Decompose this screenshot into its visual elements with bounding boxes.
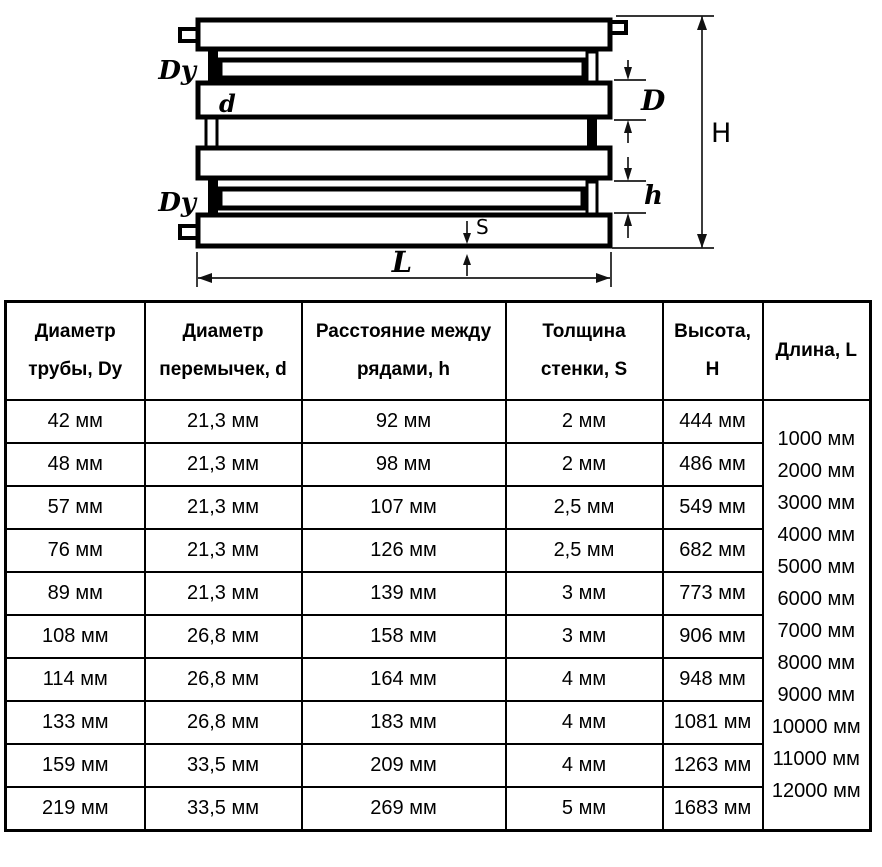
column-header-height: Высота, H [663, 302, 763, 401]
table-cell: 209 мм [302, 744, 506, 787]
table-cell: 1263 мм [663, 744, 763, 787]
table-cell: 126 мм [302, 529, 506, 572]
table-cell: 26,8 мм [145, 701, 302, 744]
table-cell: 21,3 мм [145, 443, 302, 486]
label-d: d [219, 89, 236, 118]
pipe-row-6 [198, 215, 610, 246]
label-H: H [711, 118, 732, 149]
column-header-jumper-diameter: Диаметр перемычек, d [145, 302, 302, 401]
length-value: 7000 мм [777, 620, 856, 642]
table-row [6, 443, 871, 486]
jumper-left-bottom [208, 177, 218, 217]
label-D: D [641, 84, 666, 117]
table-cell: 2 мм [506, 443, 663, 486]
column-header-length: Длина, L [763, 302, 871, 401]
table-row [6, 486, 871, 529]
table-cell: 2 мм [506, 400, 663, 443]
table-cell: 89 мм [6, 572, 145, 615]
table-cell: 108 мм [6, 615, 145, 658]
table-cell: 159 мм [6, 744, 145, 787]
table-cell: 4 мм [506, 701, 663, 744]
column-header-row-spacing: Расстояние между рядами, h [302, 302, 506, 401]
table-cell: 92 мм [302, 400, 506, 443]
table-cell: 183 мм [302, 701, 506, 744]
table-row [6, 400, 871, 443]
table-cell: 114 мм [6, 658, 145, 701]
table-cell: 21,3 мм [145, 572, 302, 615]
spec-table-body [6, 400, 871, 831]
table-cell: 3 мм [506, 615, 663, 658]
table-row [6, 572, 871, 615]
table-cell: 57 мм [6, 486, 145, 529]
table-cell: 98 мм [302, 443, 506, 486]
pipe-row-5 [220, 189, 583, 208]
length-values-cell [763, 400, 871, 831]
spec-table [4, 300, 872, 832]
table-cell: 26,8 мм [145, 658, 302, 701]
radiator-diagram [0, 0, 882, 300]
length-value: 4000 мм [777, 524, 856, 546]
length-value: 5000 мм [777, 556, 856, 578]
table-cell: 4 мм [506, 658, 663, 701]
table-cell: 107 мм [302, 486, 506, 529]
table-cell: 1081 мм [663, 701, 763, 744]
table-row [6, 529, 871, 572]
table-cell: 682 мм [663, 529, 763, 572]
table-cell: 1683 мм [663, 787, 763, 831]
table-cell: 948 мм [663, 658, 763, 701]
length-value: 6000 мм [777, 588, 856, 610]
label-L: L [391, 245, 413, 279]
table-cell: 133 мм [6, 701, 145, 744]
table-cell: 486 мм [663, 443, 763, 486]
jumper-right-top [587, 52, 597, 84]
table-cell: 3 мм [506, 572, 663, 615]
dimension-h [614, 157, 646, 238]
table-row [6, 615, 871, 658]
length-value: 11000 мм [772, 748, 860, 770]
table-cell: 26,8 мм [145, 615, 302, 658]
table-cell: 76 мм [6, 529, 145, 572]
table-row [6, 787, 871, 831]
table-cell: 33,5 мм [145, 744, 302, 787]
column-header-wall-thickness: Толщина стенки, S [506, 302, 663, 401]
table-cell: 444 мм [663, 400, 763, 443]
table-cell: 773 мм [663, 572, 763, 615]
table-cell: 21,3 мм [145, 400, 302, 443]
table-cell: 4 мм [506, 744, 663, 787]
column-header-pipe-diameter: Диаметр трубы, Dy [6, 302, 145, 401]
jumper-left-top [208, 46, 218, 85]
table-cell: 158 мм [302, 615, 506, 658]
table-cell: 139 мм [302, 572, 506, 615]
length-value: 2000 мм [777, 460, 856, 482]
table-cell: 2,5 мм [506, 529, 663, 572]
table-cell: 5 мм [506, 787, 663, 831]
pipe-row-2 [220, 60, 584, 78]
table-cell: 219 мм [6, 787, 145, 831]
length-value: 10000 мм [771, 716, 861, 738]
table-cell: 549 мм [663, 486, 763, 529]
jumper-right-middle [587, 117, 597, 149]
jumper-right-bottom [587, 182, 597, 216]
table-cell: 269 мм [302, 787, 506, 831]
spec-table-header [6, 302, 871, 401]
header-row [6, 302, 871, 401]
table-cell: 42 мм [6, 400, 145, 443]
table-cell: 164 мм [302, 658, 506, 701]
pipe-row-1 [198, 20, 610, 49]
label-h: h [644, 181, 663, 211]
length-value: 3000 мм [777, 492, 856, 514]
table-cell: 906 мм [663, 615, 763, 658]
length-value: 1000 мм [777, 428, 856, 450]
length-value: 8000 мм [777, 652, 856, 674]
length-value: 9000 мм [777, 684, 856, 706]
jumper-left-middle [206, 117, 217, 149]
label-Dy-top: Dy [158, 56, 196, 86]
table-cell: 2,5 мм [506, 486, 663, 529]
inlet-stub-bottom-left [180, 226, 198, 238]
table-row [6, 658, 871, 701]
label-S: S [476, 215, 489, 239]
table-cell: 21,3 мм [145, 529, 302, 572]
label-Dy-bottom: Dy [158, 188, 196, 218]
pipe-row-3 [198, 83, 610, 117]
inlet-stub-top-left [180, 29, 198, 41]
table-row [6, 701, 871, 744]
table-row [6, 744, 871, 787]
table-cell: 33,5 мм [145, 787, 302, 831]
pipe-row-4 [198, 148, 610, 178]
register-drawing [0, 0, 882, 300]
table-cell: 21,3 мм [145, 486, 302, 529]
length-value: 12000 мм [771, 780, 861, 802]
table-cell: 48 мм [6, 443, 145, 486]
